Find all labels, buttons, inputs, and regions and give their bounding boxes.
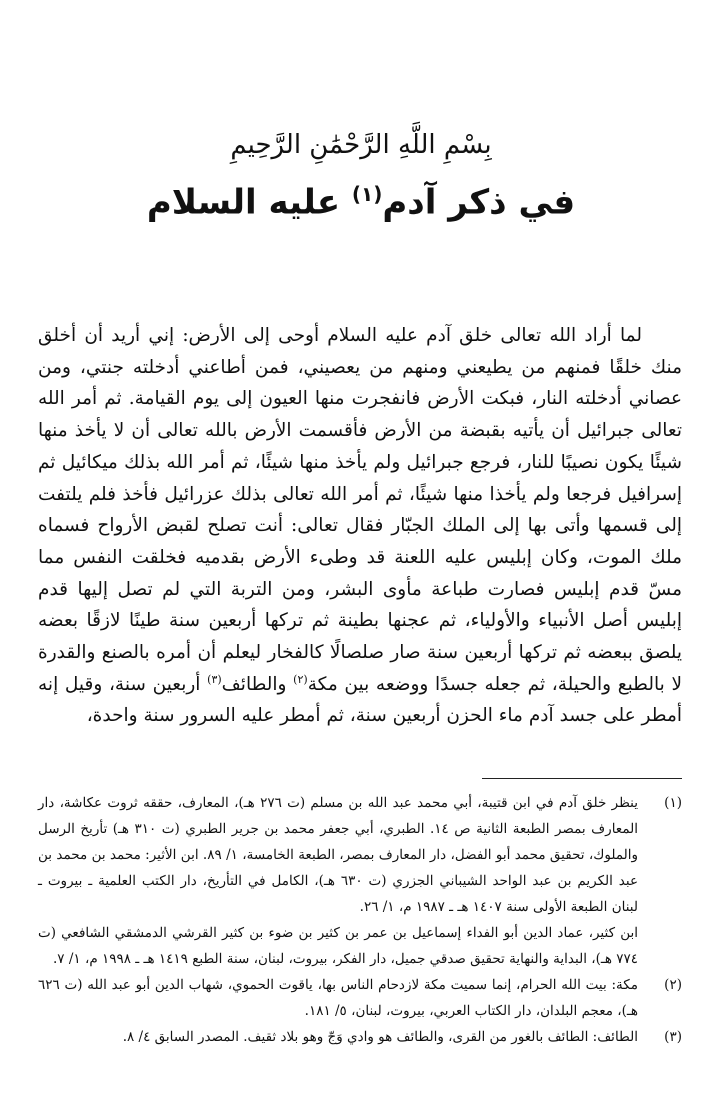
footnote-body (38, 972, 638, 1024)
chapter-title-suffix: عليه السلام (146, 182, 352, 223)
footnote-separator (482, 778, 682, 779)
footnote-number: (٢) (664, 977, 682, 993)
footnote-1 (38, 790, 682, 972)
footnote-body (38, 1024, 638, 1050)
paragraph-text-1: لما أراد الله تعالى خلق آدم عليه السلام أوحى إلى الأرض: إني أريد أن أخلق منك خلقًا فمنهم من يطيعني ومنهم من يعصيني، فمن أطاعني أدخلته جنتي، ومن عصاني أدخلته النار، فبكت الأرض فانفجرت منها العيون إلى يوم القيامة. ثم أمر الله تعالى جبرائيل أن يأتيه بقبضة من الأرض فأقسمت الأرض بالله تعالى أن لا يأخذ منها شيئًا يكون نصيبًا للنار، فرجع جبرائيل ولم يأخذ منها شيئًا، ثم أمر الله بذلك ميكائيل ثم إسرافيل فرجعا ولم يأخذا منها شيئًا، ثم أمر الله تعالى بذلك عزرائيل فأخذ فلم يلتفت إلى قسمها وأتى بها إلى الملك الجبّار فقال تعالى: أنت تصلح لقبض الأرواح فسماه ملك الموت، وكان إبليس عليه اللعنة قد وطىء الأرض بقدميه فخلقت النفس مما مسّ قدم إبليس فصارت طباعة مأوى البشر، ومن التربة التي لم تصل إليها قدم إبليس أصل الأنبياء والأولياء، ثم عجنها بطينة ثم تركها أربعين سنة طينًا لازقًا بعضه يلصق ببعضه ثم تركها أربعين سنة صار صلصالًا كالفخار ليعلم أن أمره بالصنع والقدرة لا بالطبع والحيلة، ثم جعله جسدًا ووضعه بين مكة (38, 325, 682, 695)
footnote-number: (١) (664, 795, 682, 811)
basmala-ornament: بِسْمِ اللَّهِ الرَّحْمَٰنِ الرَّحِيمِ (230, 130, 492, 160)
footnotes (38, 790, 682, 1050)
main-text (38, 320, 682, 732)
chapter-title-text: في ذكر آدم (382, 182, 576, 223)
footnote-ref-1: (١) (351, 182, 383, 206)
chapter-title (0, 182, 722, 222)
footnote-3 (38, 1024, 682, 1050)
footnote-ref-3: (٣) (207, 672, 222, 686)
footnote-body (38, 790, 638, 972)
footnote-2 (38, 972, 682, 1024)
footnote-text: ينظر خلق آدم في ابن قتيبة، أبي محمد عبد الله بن مسلم (ت ٢٧٦ هـ)، المعارف، حققه ثروت عكاشة، دار المعارف بمصر الطبعة الثانية ص ١٤. الطبري، أبي جعفر محمد بن جرير الطبري (ت ٣١٠ هـ) تأريخ الرسل والملوك، تحقيق محمد أبو الفضل، دار المعارف بمصر، الطبعة الخامسة، ١/ ٨٩. ابن الأثير: محمد بن محمد بن عبد الكريم بن عبد الواحد الشيباني الجزري (ت ٦٣٠ هـ)، الكامل في التأريخ، دار الكتب العلمية ـ بيروت ـ لبنان الطبعة الأولى سنة ١٤٠٧ هـ ـ ١٩٨٧ م، ١/ ٢٦. (38, 795, 639, 915)
paragraph-text-3: أربعين سنة، وقيل إنه أمطر على جسد آدم ماء الحزن أربعين سنة، ثم أمطر عليه السرور سنة واحدة، (38, 673, 682, 727)
footnote-text: مكة: بيت الله الحرام، إنما سميت مكة لازدحام الناس بها، ياقوت الحموي، شهاب الدين أبو عبد الله (ت ٦٢٦ هـ)، معجم البلدان، دار الكتاب العربي، بيروت، لبنان، ٥/ ١٨١. (38, 977, 638, 1019)
footnote-text: ابن كثير، عماد الدين أبو الفداء إسماعيل بن عمر بن كثير بن ضوء بن كثير القرشي الدمشقي الشافعي (ت ٧٧٤ هـ)، البداية والنهاية تحقيق صدقي جميل، دار الفكر، بيروت، لبنان، سنة الطبع ١٤١٩ هـ ـ ١٩٩٨ م، ١/ ٧. (38, 925, 638, 967)
main-paragraph (38, 320, 682, 732)
footnote-text: الطائف: الطائف بالغور من القرى، والطائف هو وادي وَجّ وهو بلاد ثقيف. المصدر السابق ٤/ ٨. (122, 1029, 638, 1045)
paragraph-text-2: والطائف (221, 673, 294, 695)
footnote-number: (٣) (664, 1029, 682, 1045)
footnote-ref-2: (٢) (293, 672, 308, 686)
